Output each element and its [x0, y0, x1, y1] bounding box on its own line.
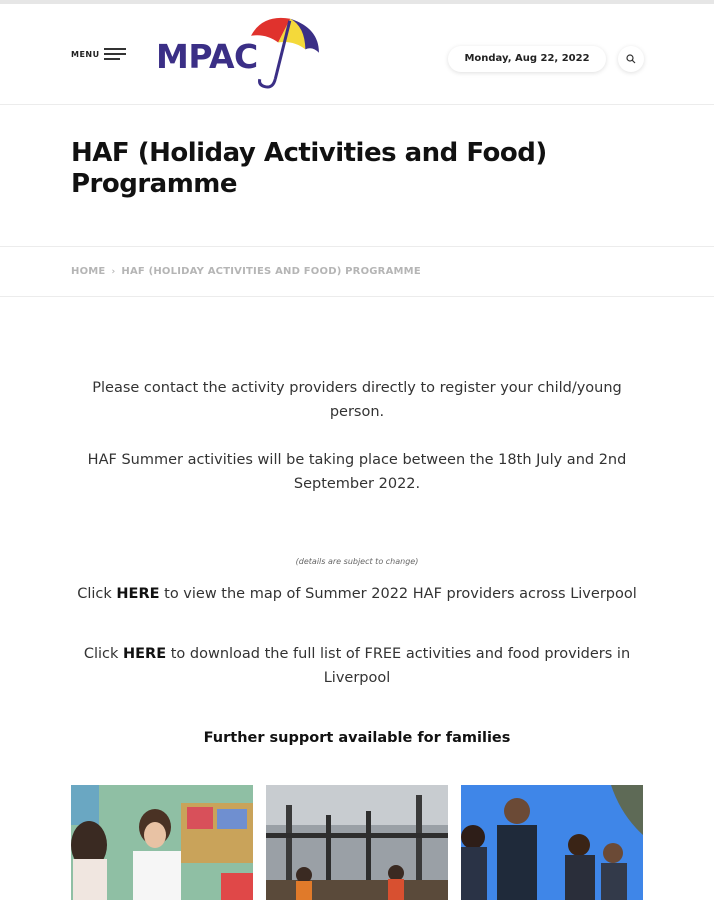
further-support-heading: Further support available for families: [203, 730, 511, 746]
hamburger-icon: [104, 48, 126, 60]
register-instructions: Please contact the activity providers directly to register your child/young person.: [92, 380, 622, 420]
map-link-paragraph: [71, 582, 643, 606]
details-note: (details are subject to change): [295, 557, 419, 566]
breadcrumb: [0, 246, 714, 297]
breadcrumb-current: HAF (HOLIDAY ACTIVITIES AND FOOD) PROGRAMME: [121, 266, 421, 277]
download-link-suffix: to download the full list of FREE activities and food providers in Liverpool: [166, 646, 631, 686]
support-card-image-2[interactable]: [266, 785, 448, 900]
download-link-paragraph: [71, 642, 643, 690]
date-display: Monday, Aug 22, 2022: [448, 46, 606, 72]
map-link-prefix: Click: [77, 586, 117, 602]
umbrella-logo-icon: [244, 14, 324, 98]
menu-label: MENU: [71, 49, 100, 59]
site-header: [0, 4, 714, 105]
map-link-suffix: to view the map of Summer 2022 HAF providers across Liverpool: [159, 586, 637, 602]
support-card-image-3[interactable]: [461, 785, 643, 900]
menu-button[interactable]: [71, 48, 126, 60]
children-group-photo: [461, 785, 643, 900]
site-logo[interactable]: [156, 14, 326, 98]
activity-dates: HAF Summer activities will be taking place between the 18th July and 2nd September 2022.: [87, 452, 627, 492]
map-here-link[interactable]: HERE: [116, 586, 160, 602]
chevron-right-icon: ›: [111, 266, 116, 277]
logo-text: MPAC: [156, 37, 258, 76]
search-icon: [626, 54, 636, 64]
children-crafts-photo: [71, 785, 253, 900]
page-title: HAF (Holiday Activities and Food) Programme: [71, 138, 547, 199]
download-link-prefix: Click: [83, 646, 123, 662]
support-card-image-1[interactable]: [71, 785, 253, 900]
breadcrumb-home-link[interactable]: HOME: [71, 266, 106, 277]
download-here-link[interactable]: HERE: [123, 646, 167, 662]
playground-photo: [266, 785, 448, 900]
search-button[interactable]: [618, 46, 644, 72]
